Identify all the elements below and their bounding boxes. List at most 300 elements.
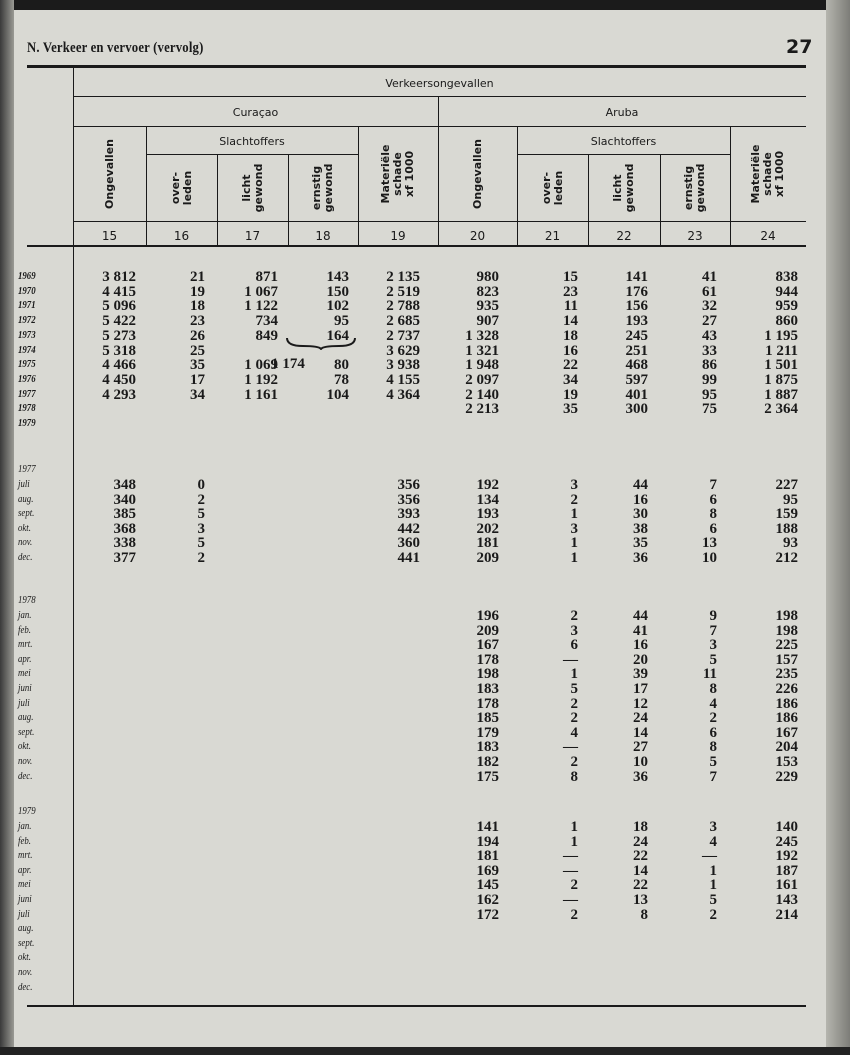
table-cell: 1 069 xyxy=(244,357,278,374)
table-cell: 35 xyxy=(190,357,205,374)
row-label: sept. xyxy=(18,936,35,949)
table-cell: 159 xyxy=(775,506,798,523)
table-cell: 11 xyxy=(702,666,717,683)
column-header: over- leden xyxy=(168,170,194,206)
table-row xyxy=(0,755,820,770)
row-label: juli xyxy=(18,696,30,709)
table-cell: 12 xyxy=(633,695,648,712)
table-cell: 2 685 xyxy=(386,313,420,330)
table-cell: 176 xyxy=(625,283,648,300)
table-cell: 348 xyxy=(113,477,136,493)
row-label: 1975 xyxy=(18,358,36,371)
table-cell: 7 xyxy=(709,768,717,785)
table-cell: 6 xyxy=(709,520,717,537)
table-cell: 860 xyxy=(775,313,798,330)
table-cell: 377 xyxy=(113,550,136,566)
table-cell: 1 xyxy=(709,877,717,894)
row-label: 1979 xyxy=(18,417,36,429)
table-cell: 4 466 xyxy=(102,357,136,374)
table-cell: 356 xyxy=(397,491,420,508)
table-cell: 2 xyxy=(570,695,578,712)
table-cell: 2 135 xyxy=(386,269,420,285)
table-cell: 23 xyxy=(190,313,205,330)
group-aruba: Aruba xyxy=(605,106,639,119)
table-cell: 935 xyxy=(476,298,499,315)
row-label: juni xyxy=(18,682,32,694)
table-row xyxy=(0,682,820,697)
table-cell: 3 xyxy=(570,622,578,639)
table-cell: 4 293 xyxy=(102,386,136,403)
table-row xyxy=(0,667,820,682)
table-cell: 1 xyxy=(570,506,578,523)
scan-top-edge xyxy=(0,0,850,10)
table-cell: 235 xyxy=(775,666,798,683)
table-cell: 150 xyxy=(326,283,349,300)
table-cell: 1 xyxy=(709,862,717,879)
table-cell: 204 xyxy=(775,739,798,756)
table-cell: 8 xyxy=(570,768,578,785)
column-number: 20 xyxy=(469,229,486,243)
col-divider xyxy=(588,155,589,245)
top-rule xyxy=(27,65,806,68)
table-row xyxy=(0,966,820,981)
table-cell: 41 xyxy=(633,622,648,639)
table-cell: 1 948 xyxy=(465,357,499,374)
table-row xyxy=(0,951,820,966)
table-cell: 32 xyxy=(702,298,717,315)
table-cell: 95 xyxy=(702,386,717,403)
table-row xyxy=(0,417,820,432)
table-cell: 356 xyxy=(397,477,420,493)
table-row xyxy=(0,373,820,388)
table-cell: 185 xyxy=(476,710,499,727)
row-label: 1970 xyxy=(18,284,36,297)
table-cell: 229 xyxy=(775,768,798,785)
row-label: sept. xyxy=(18,507,35,520)
table-row xyxy=(0,329,820,344)
row-label: feb. xyxy=(18,623,31,636)
table-cell: 442 xyxy=(397,520,420,537)
rule-group xyxy=(73,126,806,127)
table-cell: 360 xyxy=(397,535,420,552)
table-cell: 300 xyxy=(625,401,648,418)
table-row xyxy=(0,770,820,785)
row-label: nov. xyxy=(18,536,33,549)
table-row xyxy=(0,653,820,668)
table-cell: 907 xyxy=(476,313,499,330)
row-label: mei xyxy=(18,667,31,680)
table-cell: 172 xyxy=(476,906,499,923)
row-label: okt. xyxy=(18,740,31,753)
row-label: aug. xyxy=(18,922,34,935)
table-row xyxy=(0,835,820,850)
table-cell: 34 xyxy=(190,386,205,403)
table-cell: 2 xyxy=(709,710,717,727)
table-cell: 1 887 xyxy=(764,386,798,403)
table-row xyxy=(0,478,820,493)
scan-right-edge xyxy=(826,0,850,1055)
row-label: nov. xyxy=(18,966,33,978)
table-cell: 2 xyxy=(709,906,717,923)
table-cell: 95 xyxy=(334,313,349,330)
table-cell: 18 xyxy=(190,298,205,315)
table-cell: 21 xyxy=(190,269,205,285)
table-cell: 145 xyxy=(476,877,499,894)
table-row xyxy=(0,726,820,741)
table-cell: 22 xyxy=(633,848,648,865)
table-cell: 179 xyxy=(476,724,499,741)
table-cell: 17 xyxy=(190,371,205,388)
rule-title xyxy=(73,96,806,97)
table-cell: 178 xyxy=(476,651,499,668)
table-cell: 1 321 xyxy=(465,342,499,359)
row-label: feb. xyxy=(18,834,31,847)
row-label: 1977 xyxy=(18,387,36,400)
table-cell: 959 xyxy=(775,298,798,315)
table-cell: 202 xyxy=(476,520,499,537)
table-cell: 251 xyxy=(625,342,648,359)
table-cell: 209 xyxy=(476,622,499,639)
table-cell: 102 xyxy=(326,298,349,315)
table-cell: 227 xyxy=(775,477,798,493)
table-cell: 134 xyxy=(476,491,499,508)
row-label: juli xyxy=(18,478,30,490)
table-row xyxy=(0,864,820,879)
table-cell: 10 xyxy=(702,550,717,566)
table-cell: 20 xyxy=(633,651,648,668)
table-row xyxy=(0,638,820,653)
row-label: jan. xyxy=(18,820,32,832)
table-cell: 7 xyxy=(709,477,717,493)
table-cell: 16 xyxy=(633,491,648,508)
running-title: N. Verkeer en vervoer (vervolg) xyxy=(27,40,204,56)
row-label: aug. xyxy=(18,492,34,505)
table-row xyxy=(0,893,820,908)
table-cell: 14 xyxy=(633,862,648,879)
table-cell: 44 xyxy=(633,477,648,493)
table-cell: 245 xyxy=(625,327,648,344)
table-cell: 23 xyxy=(563,283,578,300)
row-label: aug. xyxy=(18,711,34,724)
table-cell: 849 xyxy=(255,327,278,344)
table-cell: 5 xyxy=(709,651,717,668)
col-divider xyxy=(358,127,359,245)
table-cell: 140 xyxy=(775,819,798,835)
table-row xyxy=(0,922,820,937)
row-label: sept. xyxy=(18,725,35,738)
table-cell: 9 xyxy=(709,608,717,624)
slachtoffers-curacao: Slachtoffers xyxy=(219,135,285,148)
table-cell: 734 xyxy=(255,313,278,330)
table-cell: 1 875 xyxy=(764,371,798,388)
table-cell: 3 xyxy=(570,520,578,537)
table-cell: 27 xyxy=(702,313,717,330)
table-cell: 36 xyxy=(633,550,648,566)
table-cell: 183 xyxy=(476,681,499,697)
table-cell: 6 xyxy=(709,724,717,741)
table-cell: 25 xyxy=(190,342,205,359)
table-row xyxy=(0,388,820,403)
table-cell: 226 xyxy=(775,681,798,697)
table-cell: 1 067 xyxy=(244,283,278,300)
table-cell: 6 xyxy=(570,637,578,654)
rule-colno-bottom xyxy=(27,245,806,247)
table-cell: 143 xyxy=(775,892,798,908)
row-label: nov. xyxy=(18,755,33,767)
table-cell: 0 xyxy=(197,477,205,493)
table-cell: 2 364 xyxy=(764,401,798,418)
table-cell: — xyxy=(702,848,717,865)
table-cell: 823 xyxy=(476,283,499,300)
table-cell: 2 xyxy=(570,754,578,770)
row-label: 1976 xyxy=(18,372,36,385)
table-cell: 164 xyxy=(326,327,349,344)
table-cell: 340 xyxy=(113,491,136,508)
table-cell: 8 xyxy=(709,506,717,523)
table-cell: 5 273 xyxy=(102,327,136,344)
section-year: 1978 xyxy=(18,594,36,606)
table-row xyxy=(0,314,820,329)
table-cell: 3 xyxy=(709,637,717,654)
column-number: 19 xyxy=(390,229,406,243)
table-cell: 16 xyxy=(563,342,578,359)
row-label: 1978 xyxy=(18,402,36,415)
table-cell: 4 xyxy=(709,833,717,850)
table-cell: 141 xyxy=(625,269,648,285)
table-cell: 1 xyxy=(570,535,578,552)
table-cell: 944 xyxy=(775,283,798,300)
table-cell: 2 xyxy=(197,491,205,508)
table-title: Verkeersongevallen xyxy=(385,77,494,90)
table-cell: — xyxy=(563,892,578,908)
table-cell: 209 xyxy=(476,550,499,566)
table-cell: 3 xyxy=(709,819,717,835)
table-cell: 36 xyxy=(633,768,648,785)
table-cell: 157 xyxy=(775,651,798,668)
table-cell: 141 xyxy=(476,819,499,835)
table-row xyxy=(0,358,820,373)
table-row xyxy=(0,697,820,712)
table-cell: 1 xyxy=(570,666,578,683)
table-cell: 2 140 xyxy=(465,386,499,403)
table-cell: 39 xyxy=(633,666,648,683)
table-cell: 1 xyxy=(570,550,578,566)
table-cell: 162 xyxy=(476,892,499,908)
row-label: juli xyxy=(18,907,30,920)
table-row xyxy=(0,849,820,864)
column-header: Ongevallen xyxy=(102,139,116,209)
table-cell: 5 xyxy=(197,506,205,523)
scan-bottom-edge xyxy=(0,1047,850,1055)
table-cell: 187 xyxy=(775,862,798,879)
table-cell: 441 xyxy=(397,550,420,566)
table-cell: 156 xyxy=(625,298,648,315)
table-cell: 4 364 xyxy=(386,386,420,403)
col-divider xyxy=(217,155,218,245)
table-cell: 4 155 xyxy=(386,371,420,388)
table-cell: 43 xyxy=(702,327,717,344)
table-cell: 18 xyxy=(633,819,648,835)
row-label: okt. xyxy=(18,521,31,534)
table-row xyxy=(0,507,820,522)
table-cell: 212 xyxy=(775,550,798,566)
table-cell: 5 096 xyxy=(102,298,136,315)
table-cell: 368 xyxy=(113,520,136,537)
column-header: Materiële schade xf 1000 xyxy=(749,144,786,204)
table-cell: 385 xyxy=(113,506,136,523)
table-cell: — xyxy=(563,848,578,865)
table-cell: 1 192 xyxy=(244,371,278,388)
table-cell: 468 xyxy=(625,357,648,374)
table-cell: 193 xyxy=(476,506,499,523)
column-header: ernstig gewond xyxy=(682,163,707,213)
table-cell: 192 xyxy=(775,848,798,865)
table-cell: 14 xyxy=(633,724,648,741)
table-cell: 14 xyxy=(563,313,578,330)
table-cell: 2 213 xyxy=(465,401,499,418)
column-header: Materiële schade xf 1000 xyxy=(379,144,416,204)
rule-colno-top xyxy=(73,221,806,222)
table-cell: 22 xyxy=(563,357,578,374)
row-label: 1973 xyxy=(18,328,36,341)
table-row xyxy=(0,820,820,835)
table-row xyxy=(0,937,820,952)
row-label: mrt. xyxy=(18,849,33,862)
column-number: 17 xyxy=(244,229,261,243)
table-cell: 1 195 xyxy=(764,327,798,344)
table-cell: 19 xyxy=(563,386,578,403)
row-label: juni xyxy=(18,893,32,905)
table-cell: — xyxy=(563,739,578,756)
table-cell: 193 xyxy=(625,313,648,330)
row-label: dec. xyxy=(18,551,33,563)
table-cell: 178 xyxy=(476,695,499,712)
table-cell: 26 xyxy=(190,327,205,344)
table-cell: 24 xyxy=(633,710,648,727)
table-cell: 4 xyxy=(709,695,717,712)
table-cell: 18 xyxy=(563,327,578,344)
row-label: dec. xyxy=(18,769,33,782)
table-cell: 198 xyxy=(775,608,798,624)
table-row xyxy=(0,878,820,893)
table-cell: 871 xyxy=(255,269,278,285)
table-cell: 34 xyxy=(563,371,578,388)
region-divider xyxy=(438,97,439,245)
column-number: 21 xyxy=(544,229,561,243)
table-cell: 225 xyxy=(775,637,798,654)
row-label: jan. xyxy=(18,609,32,621)
table-cell: 188 xyxy=(775,520,798,537)
table-cell: 186 xyxy=(775,710,798,727)
table-cell: 393 xyxy=(397,506,420,523)
table-cell: 182 xyxy=(476,754,499,770)
table-cell: 1 xyxy=(570,833,578,850)
table-cell: 3 xyxy=(197,520,205,537)
page-number: 27 xyxy=(786,36,813,58)
row-label: mrt. xyxy=(18,638,33,651)
table-cell: 22 xyxy=(633,877,648,894)
table-row xyxy=(0,908,820,923)
table-cell: 1 211 xyxy=(765,342,798,359)
table-row xyxy=(0,551,820,566)
table-cell: 35 xyxy=(563,401,578,418)
table-cell: 3 938 xyxy=(386,357,420,374)
table-cell: 8 xyxy=(640,906,648,923)
table-cell: 167 xyxy=(476,637,499,654)
table-cell: 7 xyxy=(709,622,717,639)
col-divider xyxy=(288,155,289,245)
table-cell: 167 xyxy=(775,724,798,741)
table-cell: 597 xyxy=(625,371,648,388)
table-cell: 2 xyxy=(570,906,578,923)
table-cell: 95 xyxy=(783,491,798,508)
column-header: ernstig gewond xyxy=(310,163,335,213)
table-cell: — xyxy=(563,651,578,668)
column-header: licht gewond xyxy=(239,163,265,213)
table-cell: 13 xyxy=(633,892,648,908)
table-cell: 5 422 xyxy=(102,313,136,330)
table-cell: 181 xyxy=(476,535,499,552)
bottom-rule xyxy=(27,1005,806,1007)
table-row xyxy=(0,609,820,624)
table-cell: 99 xyxy=(702,371,717,388)
table-cell: 1 122 xyxy=(244,298,278,315)
table-cell: 80 xyxy=(334,357,349,374)
table-cell: 214 xyxy=(775,906,798,923)
combined-1974-value: 1 174 xyxy=(271,356,305,372)
table-cell: 78 xyxy=(334,371,349,388)
column-number: 22 xyxy=(616,229,632,243)
table-cell: 181 xyxy=(476,848,499,865)
table-row xyxy=(0,740,820,755)
section-year: 1979 xyxy=(18,805,36,817)
table-cell: 5 xyxy=(709,892,717,908)
table-cell: 143 xyxy=(326,269,349,285)
row-label: 1974 xyxy=(18,343,36,356)
row-label: apr. xyxy=(18,652,32,665)
section-year: 1977 xyxy=(18,463,36,475)
table-cell: 44 xyxy=(633,608,648,624)
table-cell: 1 161 xyxy=(244,386,278,403)
table-cell: 41 xyxy=(702,269,717,285)
table-cell: 5 xyxy=(197,535,205,552)
column-header: licht gewond xyxy=(611,163,636,213)
table-cell: 169 xyxy=(476,862,499,879)
table-cell: 198 xyxy=(775,622,798,639)
column-header: over- leden xyxy=(539,170,565,206)
group-curacao: Curaçao xyxy=(232,106,279,119)
table-cell: 5 xyxy=(570,681,578,697)
row-label: 1971 xyxy=(18,299,36,312)
row-label: 1969 xyxy=(18,270,36,282)
table-cell: 5 xyxy=(709,754,717,770)
combined-values-brace xyxy=(285,336,357,350)
table-cell: 245 xyxy=(775,833,798,850)
table-cell: 194 xyxy=(476,833,499,850)
table-cell: 30 xyxy=(633,506,648,523)
table-cell: 35 xyxy=(633,535,648,552)
table-cell: 3 812 xyxy=(102,269,136,285)
table-cell: 980 xyxy=(476,269,499,285)
table-cell: 196 xyxy=(476,608,499,624)
column-number: 24 xyxy=(760,229,776,243)
table-cell: 2 xyxy=(570,710,578,727)
table-row xyxy=(0,402,820,417)
table-cell: 3 629 xyxy=(386,342,420,359)
table-cell: 27 xyxy=(633,739,648,756)
table-cell: 104 xyxy=(326,386,349,403)
table-cell: 19 xyxy=(190,283,205,300)
